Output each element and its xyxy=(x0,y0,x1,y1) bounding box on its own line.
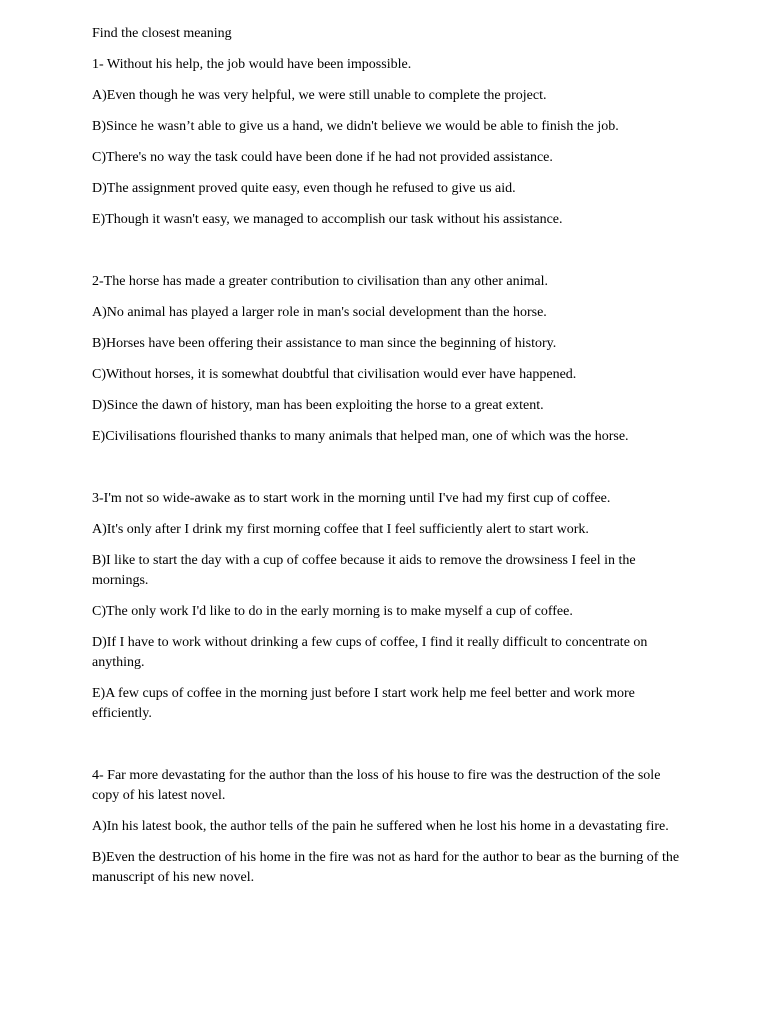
worksheet-title: Find the closest meaning xyxy=(92,26,232,41)
question-3 xyxy=(92,489,682,724)
answer-option-e: E)A few cups of coffee in the morning just before I start work help me feel better and work more efficiently. xyxy=(92,686,635,721)
answer-option-e: E)Civilisations flourished thanks to many animals that helped man, one of which was the horse. xyxy=(92,429,629,444)
question-2 xyxy=(92,272,682,447)
answer-option-b: B)Horses have been offering their assistance to man since the beginning of history. xyxy=(92,336,557,351)
answer-option-c: C)The only work I'd like to do in the early morning is to make myself a cup of coffee. xyxy=(92,604,573,619)
question-spacer xyxy=(92,458,682,489)
answer-option-a: A)Even though he was very helpful, we were still unable to complete the project. xyxy=(92,88,547,103)
question-1 xyxy=(92,55,682,230)
answer-option-d: D)If I have to work without drinking a few cups of coffee, I find it really difficult to concentrate on anything. xyxy=(92,635,648,670)
question-stem: 2-The horse has made a greater contribution to civilisation than any other animal. xyxy=(92,274,549,289)
question-spacer xyxy=(92,735,682,766)
answer-option-c: C)Without horses, it is somewhat doubtful that civilisation would ever have happened. xyxy=(92,367,577,382)
answer-option-a: A)In his latest book, the author tells of the pain he suffered when he lost his home in a devastating fire. xyxy=(92,819,669,834)
question-spacer xyxy=(92,241,682,272)
answer-option-b: B)Since he wasn’t able to give us a hand, we didn't believe we would be able to finish the job. xyxy=(92,119,619,134)
answer-option-d: D)Since the dawn of history, man has been exploiting the horse to a great extent. xyxy=(92,398,544,413)
question-stem: 1- Without his help, the job would have been impossible. xyxy=(92,57,412,72)
answer-option-a: A)No animal has played a larger role in man's social development than the horse. xyxy=(92,305,547,320)
question-4 xyxy=(92,766,682,888)
question-stem: 4- Far more devastating for the author than the loss of his house to fire was the destruction of the sole copy of his latest novel. xyxy=(92,768,661,803)
worksheet-page xyxy=(92,24,682,899)
answer-option-b: B)Even the destruction of his home in the fire was not as hard for the author to bear as the burning of the manuscript of his new novel. xyxy=(92,850,680,885)
answer-option-d: D)The assignment proved quite easy, even though he refused to give us aid. xyxy=(92,181,516,196)
answer-option-a: A)It's only after I drink my first morning coffee that I feel sufficiently alert to start work. xyxy=(92,522,589,537)
answer-option-b: B)I like to start the day with a cup of coffee because it aids to remove the drowsiness I feel in the mornings. xyxy=(92,553,636,588)
answer-option-c: C)There's no way the task could have been done if he had not provided assistance. xyxy=(92,150,553,165)
answer-option-e: E)Though it wasn't easy, we managed to accomplish our task without his assistance. xyxy=(92,212,563,227)
question-stem: 3-I'm not so wide-awake as to start work in the morning until I've had my first cup of coffee. xyxy=(92,491,611,506)
